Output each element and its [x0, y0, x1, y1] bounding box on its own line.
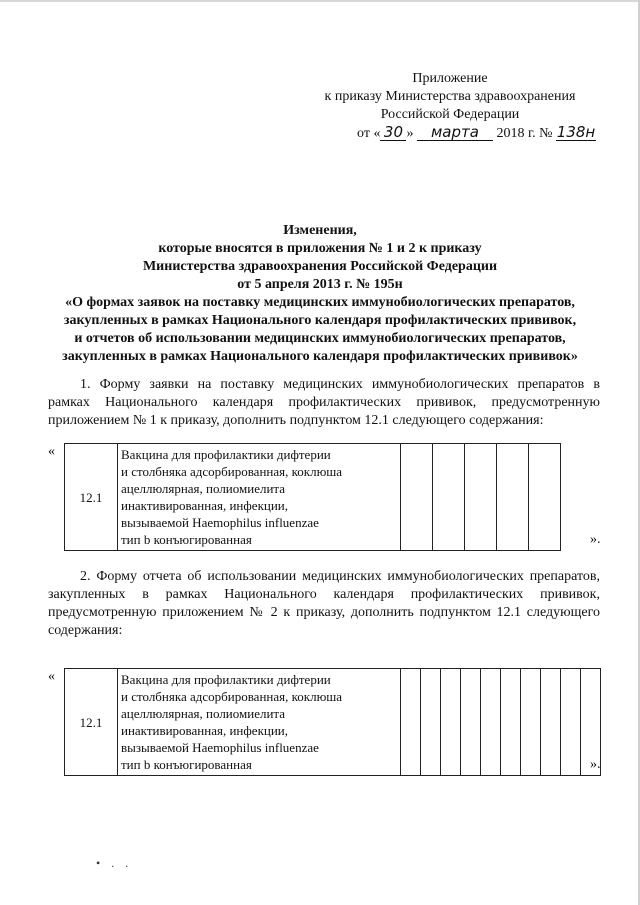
quote-close-1: ».	[590, 532, 601, 547]
paragraph-2	[48, 568, 600, 640]
appendix-header	[300, 70, 600, 143]
empty-cell	[561, 669, 581, 776]
heading-line-6: закупленных в рамках Национального календаря профилактических прививок,	[63, 313, 577, 328]
empty-cell	[497, 444, 529, 551]
desc-line-4: инактивированная, инфекции,	[121, 498, 289, 513]
row-number-cell: 12.1	[65, 669, 118, 776]
order-date-line	[300, 124, 600, 143]
desc-line-2: и столбняка адсорбированная, коклюша	[121, 464, 343, 479]
empty-cell	[465, 444, 497, 551]
desc-line-5: вызываемой Haemophilus influenzae	[121, 740, 319, 755]
table-row-1	[64, 443, 561, 551]
handwritten-month: марта	[417, 124, 493, 141]
desc-line-2: и столбняка адсорбированная, коклюша	[121, 689, 343, 704]
heading-line-4: от 5 апреля 2013 г. № 195н	[237, 277, 403, 292]
page-edge-top	[0, 0, 640, 2]
scan-marks: • . .	[96, 856, 133, 870]
heading-line-8: закупленных в рамках Национального календаря профилактических прививок»	[62, 349, 578, 364]
appendix-order-ref: к приказу Министерства здравоохранения	[324, 89, 576, 104]
heading-line-5: «О формах заявок на поставку медицинских иммунобиологических препаратов,	[65, 295, 575, 310]
empty-cell	[401, 669, 421, 776]
desc-line-3: ацеллюлярная, полиомиелита	[121, 706, 286, 721]
desc-line-6: тип b конъюгированная	[121, 532, 252, 547]
row-description-cell	[118, 444, 401, 551]
handwritten-order-number: 138н	[556, 123, 596, 141]
quote-close-2: ».	[590, 757, 601, 772]
table-row-2	[64, 668, 601, 776]
quote-open-2: «	[48, 669, 55, 684]
empty-cell	[433, 444, 465, 551]
desc-line-6: тип b конъюгированная	[121, 757, 252, 772]
heading-line-3: Министерства здравоохранения Российской Федерации	[142, 259, 498, 274]
empty-cell	[441, 669, 461, 776]
row-number-cell: 12.1	[65, 444, 118, 551]
paragraph-1-text: 1. Форму заявки на поставку медицинских иммунобиологических препаратов в рамках Национального календаря профилактических прививок, предусмотренную приложением № 1 к приказу, дополнить подпунктом 12.1 следующего содержания:	[48, 377, 600, 428]
desc-line-4: инактивированная, инфекции,	[121, 723, 289, 738]
appendix-title: Приложение	[412, 71, 488, 86]
heading-line-1: Изменения,	[283, 223, 357, 238]
quote-open-1: «	[48, 444, 55, 459]
order-year: 2018 г. №	[496, 126, 553, 141]
paragraph-2-text: 2. Форму отчета об использовании медицинских иммунобиологических препаратов, закупленных в рамках Национального календаря профилактических прививок, предусмотренную приложением № 2 к приказу, дополнить подпунктом 12.1 следующего содержания:	[48, 569, 600, 638]
order-date-prefix: от «	[357, 126, 381, 141]
empty-cell	[521, 669, 541, 776]
desc-line-5: вызываемой Haemophilus influenzae	[121, 515, 319, 530]
order-date-mid: »	[406, 126, 414, 141]
empty-cell	[481, 669, 501, 776]
desc-line-3: ацеллюлярная, полиомиелита	[121, 481, 286, 496]
empty-cell	[421, 669, 441, 776]
handwritten-day: 30	[380, 124, 406, 141]
heading-line-2: которые вносятся в приложения № 1 и 2 к приказу	[158, 241, 482, 256]
desc-line-1: Вакцина для профилактики дифтерии	[121, 672, 331, 687]
empty-cell	[461, 669, 481, 776]
paragraph-1	[48, 376, 600, 430]
appendix-federation: Российской Федерации	[380, 107, 520, 122]
empty-cell	[401, 444, 433, 551]
heading-line-7: и отчетов об использовании медицинских иммунобиологических препаратов,	[74, 331, 566, 346]
empty-cell	[541, 669, 561, 776]
row-description-cell	[118, 669, 401, 776]
empty-cell	[501, 669, 521, 776]
desc-line-1: Вакцина для профилактики дифтерии	[121, 447, 331, 462]
empty-cell	[529, 444, 561, 551]
document-heading	[40, 222, 600, 366]
